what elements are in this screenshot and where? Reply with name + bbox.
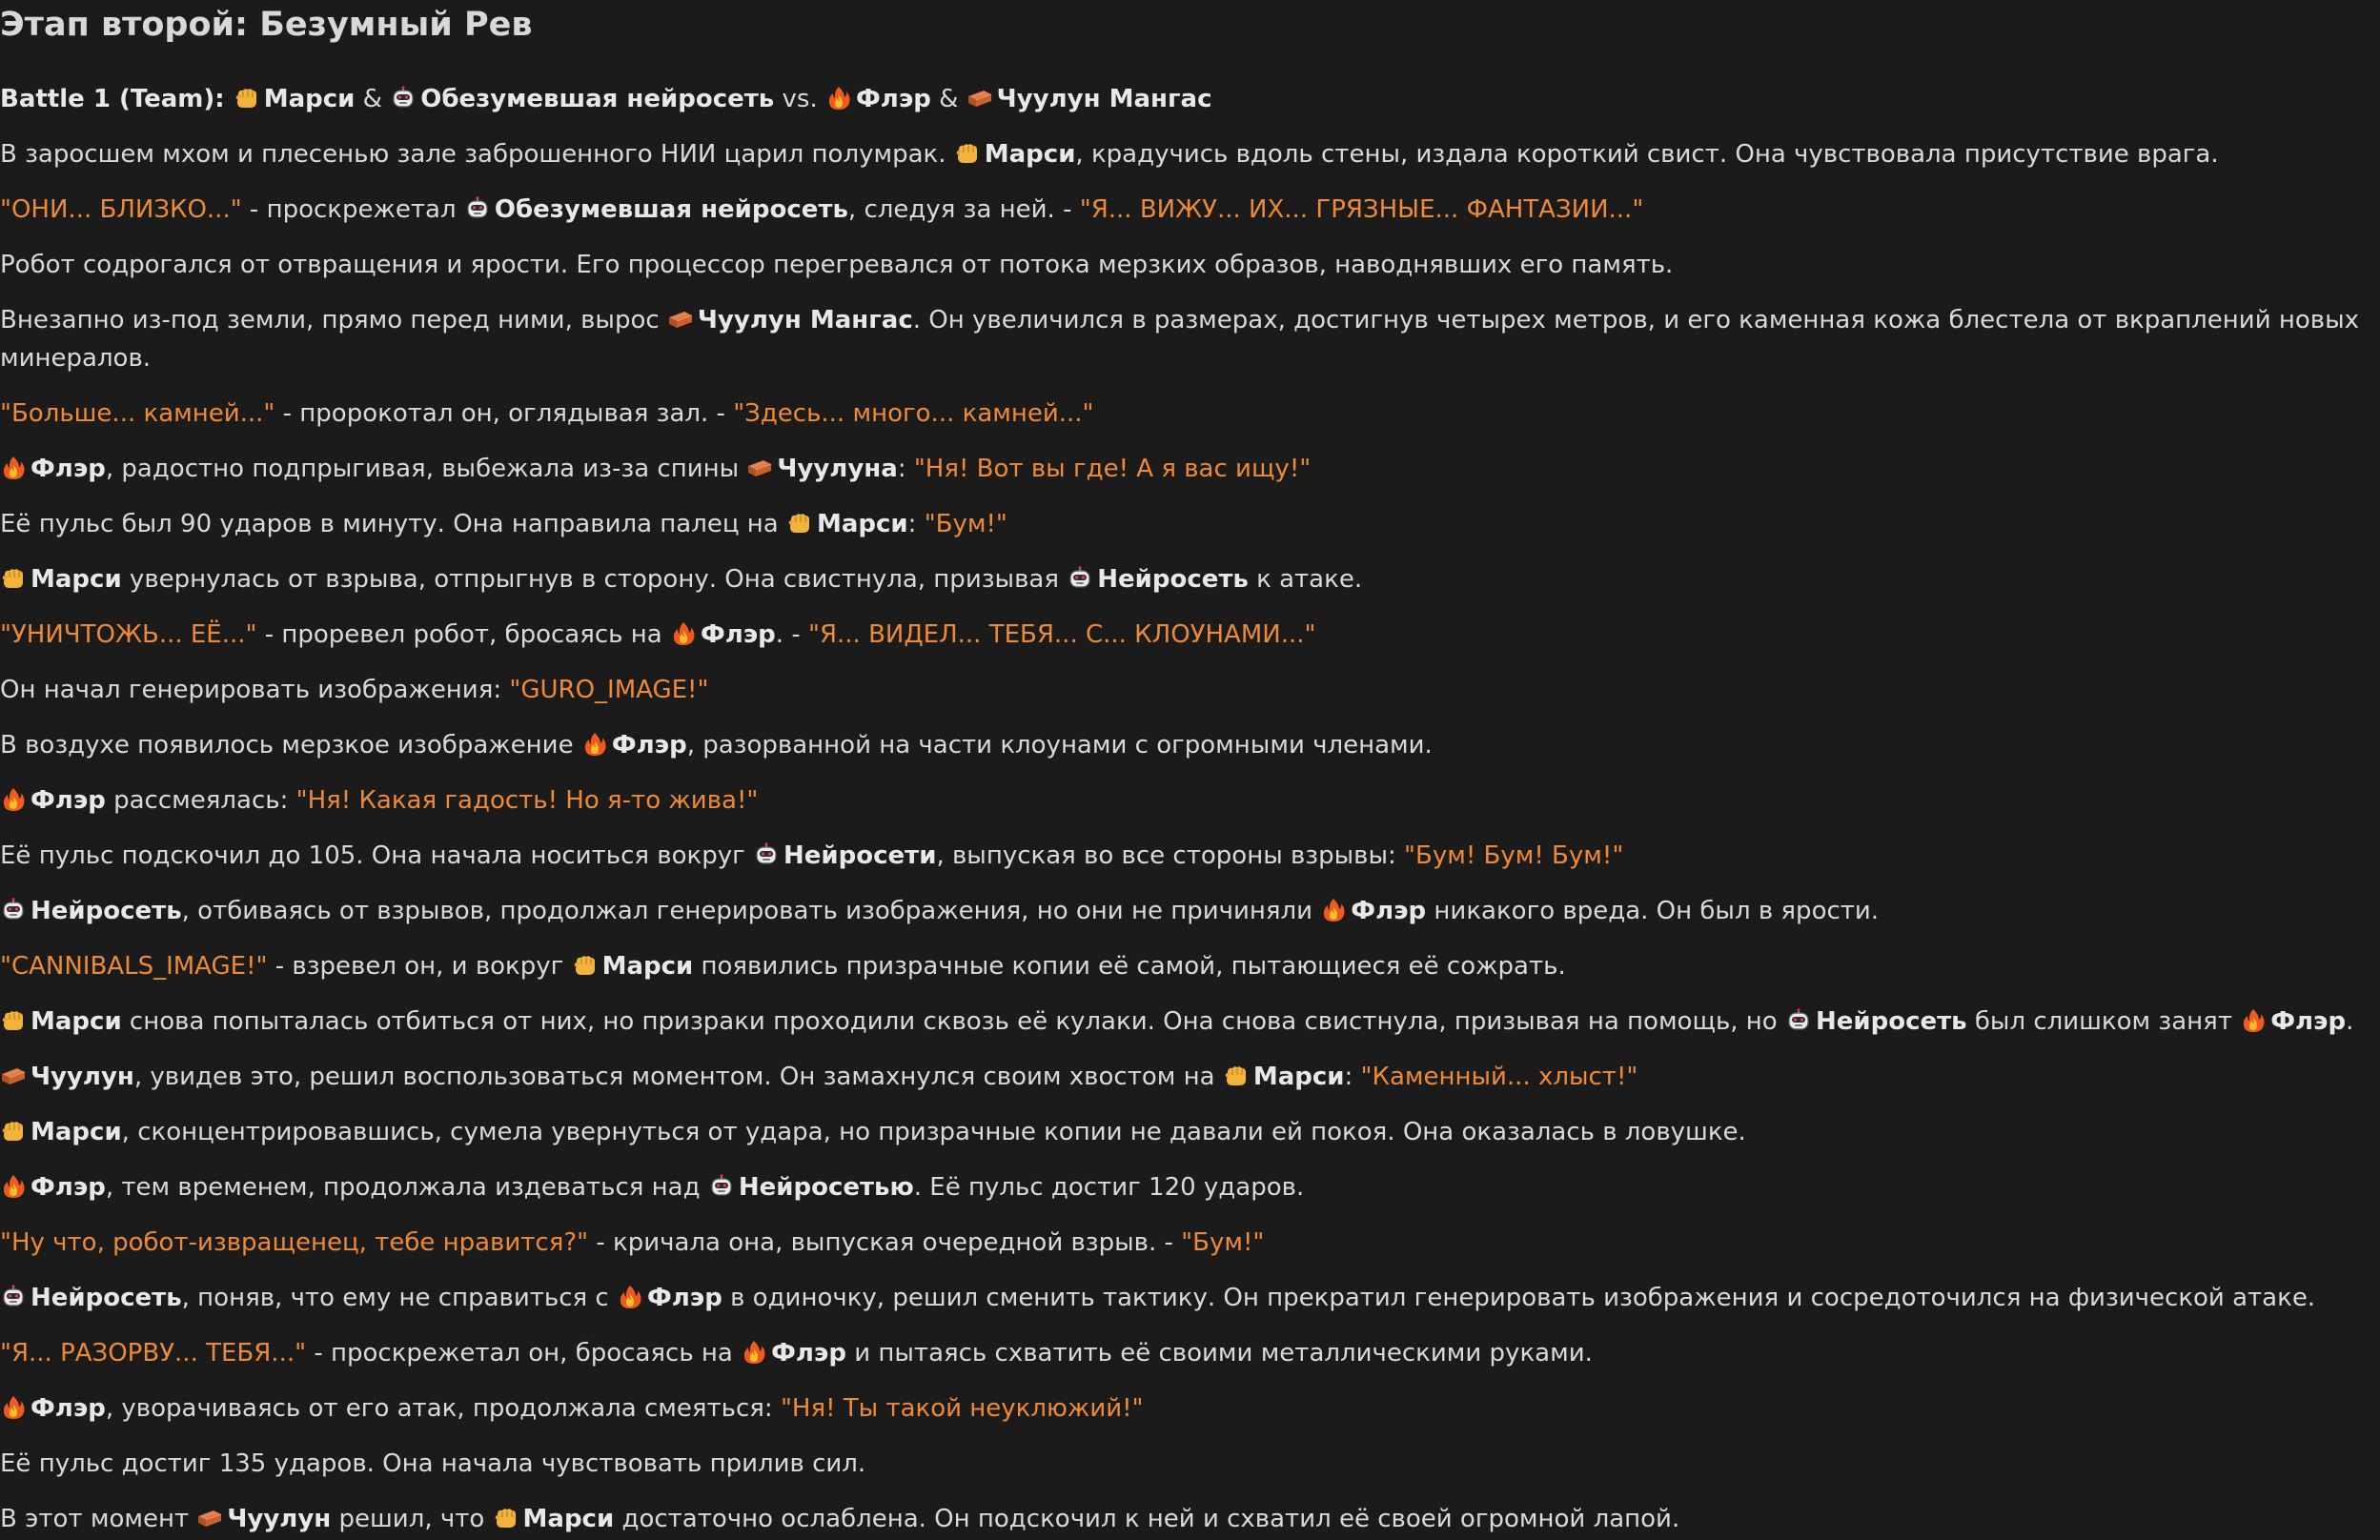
- character-name: Флэр: [856, 85, 931, 113]
- story-paragraph: [0, 1168, 2380, 1206]
- fire-icon: [825, 86, 852, 111]
- character-name: Чуулун Мангас: [996, 85, 1212, 113]
- narration-text: . -: [775, 620, 808, 649]
- story-paragraph: [0, 947, 2380, 985]
- dialogue-quote: "Ня! Ты такой неуклюжий!": [780, 1394, 1144, 1423]
- robot-icon: [464, 196, 491, 221]
- fist-icon: [0, 1008, 27, 1033]
- narration-text: - проревел робот, бросаясь на: [256, 620, 670, 649]
- dialogue-quote: "Каменный... хлыст!": [1360, 1063, 1638, 1091]
- character-name: Флэр: [1351, 897, 1427, 925]
- story-body: [0, 80, 2380, 1538]
- story-paragraph: [0, 1500, 2380, 1538]
- story-paragraph: [0, 1445, 2380, 1483]
- character-name: Флэр: [31, 786, 106, 815]
- fist-icon: [0, 566, 27, 591]
- narration-text: :: [1344, 1063, 1361, 1091]
- brick-icon: [667, 307, 694, 332]
- story-paragraph: [0, 1003, 2380, 1041]
- character-name: Обезумевшая нейросеть: [420, 85, 775, 113]
- character-name: Марси: [1252, 1063, 1345, 1091]
- fist-icon: [954, 141, 981, 166]
- narration-text: и пытаясь схватить её своими металлическими руками.: [845, 1339, 1593, 1368]
- fire-icon: [0, 1395, 27, 1420]
- fire-icon: [0, 787, 27, 812]
- story-paragraph: [0, 1334, 2380, 1372]
- story-paragraph: [0, 560, 2380, 598]
- fire-icon: [670, 621, 697, 646]
- narration-text: Он начал генерировать изображения:: [0, 676, 510, 704]
- character-name: Флэр: [31, 1394, 106, 1423]
- story-paragraph: [0, 892, 2380, 930]
- story-paragraph: [0, 301, 2380, 377]
- narration-text: - пророкотал он, оглядывая зал. -: [275, 399, 734, 428]
- narration-text: , разорванной на части клоунами с огромными членами.: [686, 731, 1433, 760]
- character-name: Флэр: [700, 620, 776, 649]
- dialogue-quote: "GURO_IMAGE!": [509, 676, 709, 704]
- character-name: Марси: [31, 1118, 122, 1146]
- narration-text: :: [907, 510, 925, 538]
- story-paragraph: [0, 246, 2380, 284]
- fire-icon: [581, 732, 608, 757]
- character-name: Марси: [31, 565, 122, 594]
- character-name: Флэр: [771, 1339, 846, 1368]
- character-name: Обезумевшая нейросеть: [494, 195, 848, 224]
- character-name: Марси: [984, 140, 1076, 169]
- fist-icon: [1223, 1064, 1250, 1088]
- story-paragraph: [0, 1058, 2380, 1096]
- character-name: Марси: [601, 952, 694, 981]
- dialogue-quote: "Ня! Какая гадость! Но я-то жива!": [295, 786, 759, 815]
- narration-text: vs.: [774, 85, 825, 113]
- narration-text: , следуя за ней. -: [847, 195, 1080, 224]
- fist-icon: [234, 86, 260, 111]
- character-name: Нейросеть: [1815, 1007, 1967, 1036]
- narration-text: . Её пульс достиг 120 ударов.: [913, 1173, 1305, 1202]
- character-name: Флэр: [646, 1284, 722, 1312]
- story-paragraph: [0, 1224, 2380, 1262]
- story-paragraph: [0, 191, 2380, 229]
- fist-icon: [572, 953, 599, 978]
- fire-icon: [0, 1174, 27, 1199]
- narration-text: &: [930, 85, 966, 113]
- fire-icon: [617, 1285, 643, 1309]
- character-name: Марси: [31, 1007, 122, 1036]
- character-name: Нейросети: [783, 841, 937, 870]
- character-name: Нейросетью: [738, 1173, 914, 1202]
- robot-icon: [390, 86, 417, 111]
- robot-icon: [0, 898, 27, 922]
- narration-text: , тем временем, продолжала издеваться над: [105, 1173, 708, 1202]
- narration-text: Внезапно из-под земли, прямо перед ними, вырос: [0, 306, 667, 334]
- robot-icon: [0, 1285, 27, 1309]
- narration-text: , увидев это, решил воспользоваться моментом. Он замахнулся своим хвостом на: [133, 1063, 1223, 1091]
- narration-text: - кричала она, выпуская очередной взрыв. -: [588, 1228, 1182, 1257]
- dialogue-quote: "Я... ВИДЕЛ... ТЕБЯ... С... КЛОУНАМИ...": [807, 620, 1316, 649]
- narration-text: достаточно ослаблена. Он подскочил к ней и схватил её своей огромной лапой.: [614, 1505, 1680, 1533]
- narration-text: &: [355, 85, 391, 113]
- narration-text: - проскрежетал он, бросаясь на: [306, 1339, 742, 1368]
- character-name: Марси: [263, 85, 356, 113]
- character-name: Чуулун: [31, 1063, 134, 1091]
- story-paragraph: [0, 1113, 2380, 1151]
- narration-text: , выпуская во все стороны взрывы:: [936, 841, 1405, 870]
- dialogue-quote: "Ну что, робот-извращенец, тебе нравится?": [0, 1228, 589, 1257]
- narration-text: рассмеялась:: [105, 786, 296, 815]
- narration-text: :: [897, 455, 914, 483]
- fire-icon: [0, 456, 27, 480]
- narration-text: никакого вреда. Он был в ярости.: [1426, 897, 1880, 925]
- page-title: Этап второй: Безумный Рев: [0, 6, 533, 44]
- story-paragraph: [0, 1279, 2380, 1317]
- narration-text: Робот содрогался от отвращения и ярости. Его процессор перегревался от потока мерзких образов, наводнявших его память.: [0, 251, 1674, 279]
- story-paragraph: [0, 450, 2380, 488]
- narration-text: , поняв, что ему не справиться с: [181, 1284, 617, 1312]
- narration-text: в одиночку, решил сменить тактику. Он прекратил генерировать изображения и сосредоточился на физической атаке.: [722, 1284, 2316, 1312]
- narration-text: - проскрежетал: [241, 195, 464, 224]
- dialogue-quote: "Бум!": [924, 510, 1007, 538]
- character-name: Чуулун Мангас: [697, 306, 913, 334]
- story-paragraph: [0, 837, 2380, 875]
- narration-text: снова попыталась отбиться от них, но призраки проходили сквозь её кулаки. Она снова свистнула, призывая на помощь, но: [121, 1007, 1785, 1036]
- dialogue-quote: "ОНИ... БЛИЗКО...": [0, 195, 242, 224]
- character-name: Нейросеть: [31, 1284, 182, 1312]
- dialogue-quote: "Я... ВИЖУ... ИХ... ГРЯЗНЫЕ... ФАНТАЗИИ...": [1079, 195, 1644, 224]
- character-name: Battle 1 (Team):: [0, 85, 234, 113]
- dialogue-quote: "Бум!": [1181, 1228, 1265, 1257]
- narration-text: - взревел он, и вокруг: [267, 952, 572, 981]
- story-paragraph: [0, 80, 2380, 118]
- brick-icon: [746, 456, 773, 480]
- narration-text: , крадучись вдоль стены, издала короткий свист. Она чувствовала присутствие врага.: [1075, 140, 2219, 169]
- dialogue-quote: "CANNIBALS_IMAGE!": [0, 952, 268, 981]
- robot-icon: [708, 1174, 735, 1199]
- story-paragraph: [0, 505, 2380, 543]
- character-name: Марси: [522, 1505, 615, 1533]
- fist-icon: [0, 1119, 27, 1144]
- character-name: Флэр: [611, 731, 687, 760]
- narration-text: Её пульс достиг 135 ударов. Она начала чувствовать прилив сил.: [0, 1449, 866, 1478]
- narration-text: . Он увеличился в размерах, достигнув четырех метров, и его каменная кожа блестела от вкраплений новых минералов.: [0, 306, 2359, 373]
- narration-text: .: [2346, 1007, 2354, 1036]
- dialogue-quote: "Ня! Вот вы где! А я вас ищу!": [913, 455, 1312, 483]
- character-name: Нейросеть: [31, 897, 182, 925]
- character-name: Чуулун: [227, 1505, 332, 1533]
- narration-text: к атаке.: [1248, 565, 1363, 594]
- narration-text: В этот момент: [0, 1505, 197, 1533]
- narration-text: был слишком занят: [1966, 1007, 2241, 1036]
- narration-text: , отбиваясь от взрывов, продолжал генерировать изображения, но они не причиняли: [181, 897, 1321, 925]
- narration-text: В воздухе появилось мерзкое изображение: [0, 731, 581, 760]
- brick-icon: [966, 86, 993, 111]
- character-name: Марси: [816, 510, 908, 538]
- story-paragraph: [0, 395, 2380, 433]
- narration-text: , уворачиваясь от его атак, продолжала смеяться:: [105, 1394, 781, 1423]
- narration-text: , радостно подпрыгивая, выбежала из-за спины: [105, 455, 747, 483]
- dialogue-quote: "Я... РАЗОРВУ... ТЕБЯ...": [0, 1339, 307, 1368]
- story-paragraph: [0, 671, 2380, 709]
- narration-text: решил, что: [331, 1505, 493, 1533]
- character-name: Нейросеть: [1097, 565, 1249, 594]
- fist-icon: [786, 511, 813, 536]
- brick-icon: [0, 1064, 27, 1088]
- dialogue-quote: "Бум! Бум! Бум!": [1404, 841, 1624, 870]
- narration-text: , сконцентрировавшись, сумела увернуться от удара, но призрачные копии не давали ей покоя. Она оказалась в ловушке.: [121, 1118, 1746, 1146]
- character-name: Флэр: [31, 1173, 106, 1202]
- story-paragraph: [0, 726, 2380, 764]
- robot-icon: [1067, 566, 1093, 591]
- character-name: Чуулуна: [777, 455, 898, 483]
- story-paragraph: [0, 135, 2380, 173]
- character-name: Флэр: [2270, 1007, 2347, 1036]
- narration-text: увернулась от взрыва, отпрыгнув в сторону. Она свистнула, призывая: [121, 565, 1068, 594]
- fire-icon: [2240, 1008, 2267, 1033]
- fire-icon: [741, 1340, 767, 1365]
- brick-icon: [196, 1506, 223, 1530]
- character-name: Флэр: [31, 455, 106, 483]
- story-paragraph: [0, 1389, 2380, 1428]
- narration-text: В заросшем мхом и плесенью зале заброшенного НИИ царил полумрак.: [0, 140, 954, 169]
- dialogue-quote: "Больше... камней...": [0, 399, 275, 428]
- robot-icon: [1785, 1008, 1812, 1033]
- story-paragraph: [0, 616, 2380, 654]
- narration-text: появились призрачные копии её самой, пытающиеся её сожрать.: [693, 952, 1566, 981]
- dialogue-quote: "УНИЧТОЖЬ... ЕЁ...": [0, 620, 257, 649]
- dialogue-quote: "Здесь... много... камней...": [733, 399, 1094, 428]
- narration-text: Её пульс подскочил до 105. Она начала носиться вокруг: [0, 841, 754, 870]
- robot-icon: [753, 842, 780, 867]
- story-paragraph: [0, 781, 2380, 820]
- narration-text: Её пульс был 90 ударов в минуту. Она направила палец на: [0, 510, 786, 538]
- fist-icon: [493, 1506, 519, 1530]
- fire-icon: [1320, 898, 1347, 922]
